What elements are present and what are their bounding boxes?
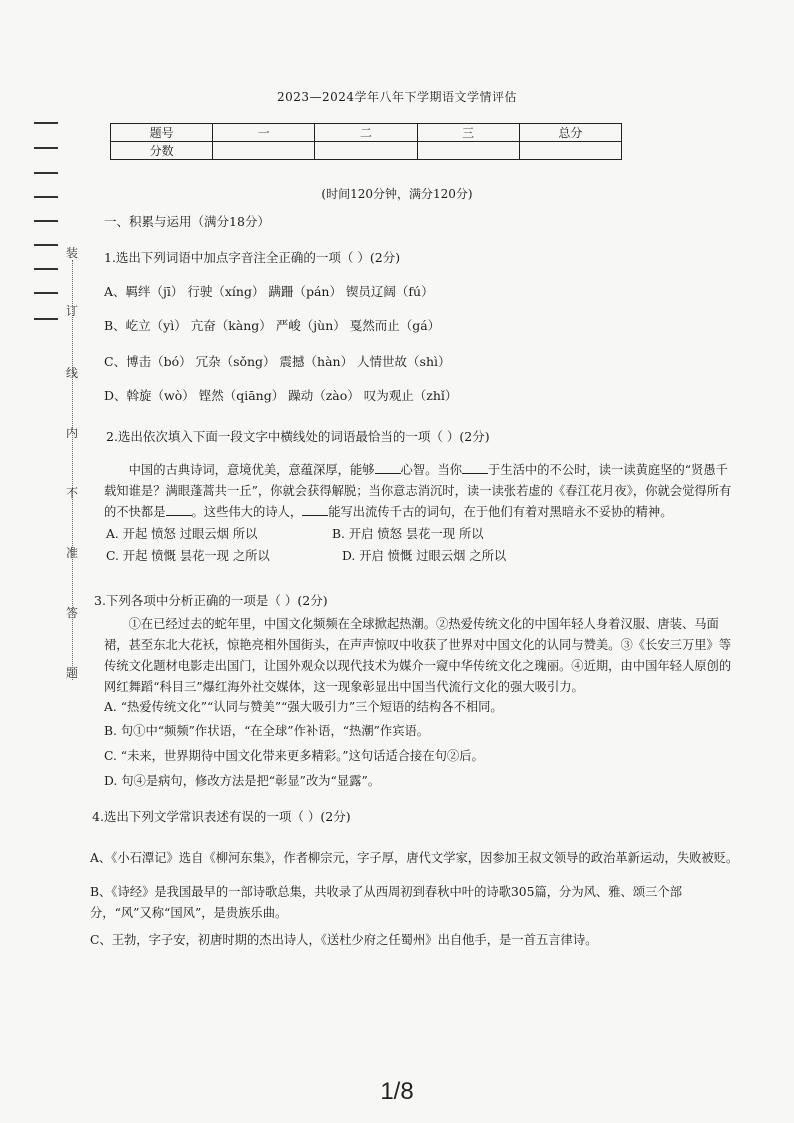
question-option: D. 句④是病句，修改方法是把“彰显”改为“显露”。: [104, 774, 381, 788]
score-cell[interactable]: [417, 142, 519, 160]
question-option: A、羁绊（jī） 行驶（xíng） 蹒跚（pán） 锲员辽阔（fú）: [104, 284, 434, 299]
blank-line: [166, 515, 192, 516]
margin-tick: [34, 292, 58, 294]
question-stem: 3.下列各项中分析正确的一项是（ ）(2分): [94, 593, 328, 608]
question-option: C. “未来，世界期待中国文化带来更多精彩。”这句话适合接在句②后。: [104, 749, 484, 763]
question-stem: 4.选出下列文学常识表述有误的一项（ ）(2分): [92, 809, 351, 824]
side-label: 准: [66, 546, 79, 560]
side-label: 内: [66, 426, 79, 440]
margin-tick: [34, 220, 58, 222]
question-option: A. “热爱传统文化”“认同与赞美”“强大吸引力”三个短语的结构各不相同。: [104, 700, 503, 714]
question-option: B. 句①中“频频”作状语，“在全球”作补语，“热潮”作宾语。: [104, 724, 430, 738]
question-stem: 1.选出下列词语中加点字音注全正确的一项（ ）(2分): [104, 250, 401, 265]
score-cell[interactable]: [213, 142, 315, 160]
margin-tick: [34, 122, 58, 124]
side-label: 订: [66, 304, 79, 318]
page-number: 1/8: [380, 1078, 414, 1105]
question-passage: ①在已经过去的蛇年里，中国文化频频在全球掀起热潮。②热爱传统文化的中国年轻人身着汉服、唐装、马面裙，甚至东北大花袄，惊艳亮相外国街头，在声声惊叹中收获了世界对中国文化的认同与赞美。③《长安三万里》等传统文化题材电影走出国门，让国外观众以现代技术为媒介一窥中华传统文化之瑰丽。④近期，由中国年轻人原创的网红舞蹈“科目三”爆红海外社交媒体，这一现象彰显出中国当代流行文化的强大吸引力。: [104, 617, 732, 694]
side-label: 装: [66, 246, 79, 260]
question-option: D. 开启 愤慨 过眼云烟 之所以: [342, 549, 507, 563]
score-cell: 总分: [519, 124, 621, 142]
margin-tick: [34, 172, 58, 174]
blank-line: [375, 473, 401, 474]
score-cell: 一: [213, 124, 315, 142]
time-note: (时间120分钟，满分120分): [321, 187, 473, 201]
question-option: C、博击（bó） 冗杂（sǒng） 震撼（hàn） 人情世故（shì）: [104, 354, 451, 369]
question-stem: 2.选出依次填入下面一段文字中横线处的词语最恰当的一项（ ）(2分): [106, 429, 490, 444]
question-option: C. 开起 愤慨 昙花一现 之所以: [106, 549, 270, 563]
score-cell: 二: [315, 124, 417, 142]
blank-line: [302, 515, 328, 516]
question-option: A. 开起 愤怒 过眼云烟 所以: [106, 527, 258, 541]
question-option: B. 开启 愤怒 昙花一现 所以: [332, 527, 484, 541]
question-option: C、王勃，字子安，初唐时期的杰出诗人，《送杜少府之任蜀州》出自他手，是一首五言律诗。: [90, 933, 598, 947]
side-label: 答: [66, 606, 79, 620]
passage-text: 心智。当你: [400, 463, 463, 477]
score-cell: 分数: [111, 142, 213, 160]
score-table: [110, 123, 622, 160]
score-cell[interactable]: [519, 142, 621, 160]
score-cell[interactable]: [315, 142, 417, 160]
question-option: A、《小石潭记》选自《柳河东集》，作者柳宗元，字子厚，唐代文学家，因参加王叔文领导的政治革新运动，失败被贬。: [90, 851, 739, 865]
passage-text: 于生活中的不公时，读一读黄庭坚的“贤愚千载知谁是？满眼蓬蒿共一丘”，你就会获得解脱；当你意志消沉时，读一读张若虚的《春江花月夜》，你就会觉得所有的不快都是: [104, 463, 732, 519]
margin-tick: [34, 318, 58, 320]
side-label: 不: [66, 486, 79, 500]
score-table-score-row: [111, 142, 622, 160]
passage-text: 。这些伟大的诗人，: [191, 505, 303, 519]
passage-text: 能写出流传千古的词句，在于他们有着对黑暗永不妥协的精神。: [328, 505, 673, 519]
margin-tick: [34, 244, 58, 246]
score-cell: 三: [417, 124, 519, 142]
margin-tick: [34, 147, 58, 149]
exam-title: 2023—2024学年八年下学期语文学情评估: [276, 90, 518, 104]
score-cell: 题号: [111, 124, 213, 142]
margin-tick: [34, 268, 58, 270]
blank-line: [462, 473, 488, 474]
question-option: B、《诗经》是我国最早的一部诗歌总集，共收录了从西周初到春秋中叶的诗歌305篇，分为风、雅、颂三个部分，“风”又称“国风”，是贵族乐曲。: [90, 885, 683, 920]
question-passage: [104, 460, 740, 523]
side-label: 题: [66, 666, 79, 680]
question-option: D、斡旋（wò） 铿然（qiāng） 躁动（zào） 叹为观止（zhǐ）: [104, 388, 458, 403]
score-table-header-row: [111, 124, 622, 142]
side-label: 线: [66, 366, 79, 380]
section-heading: 一、积累与运用（满分18分）: [104, 214, 270, 229]
passage-text: 中国的古典诗词，意境优美，意蕴深厚，能够: [128, 463, 375, 477]
question-option: B、屹立（yì） 亢奋（kàng） 严峻（jùn） 戛然而止（gá）: [104, 318, 441, 333]
